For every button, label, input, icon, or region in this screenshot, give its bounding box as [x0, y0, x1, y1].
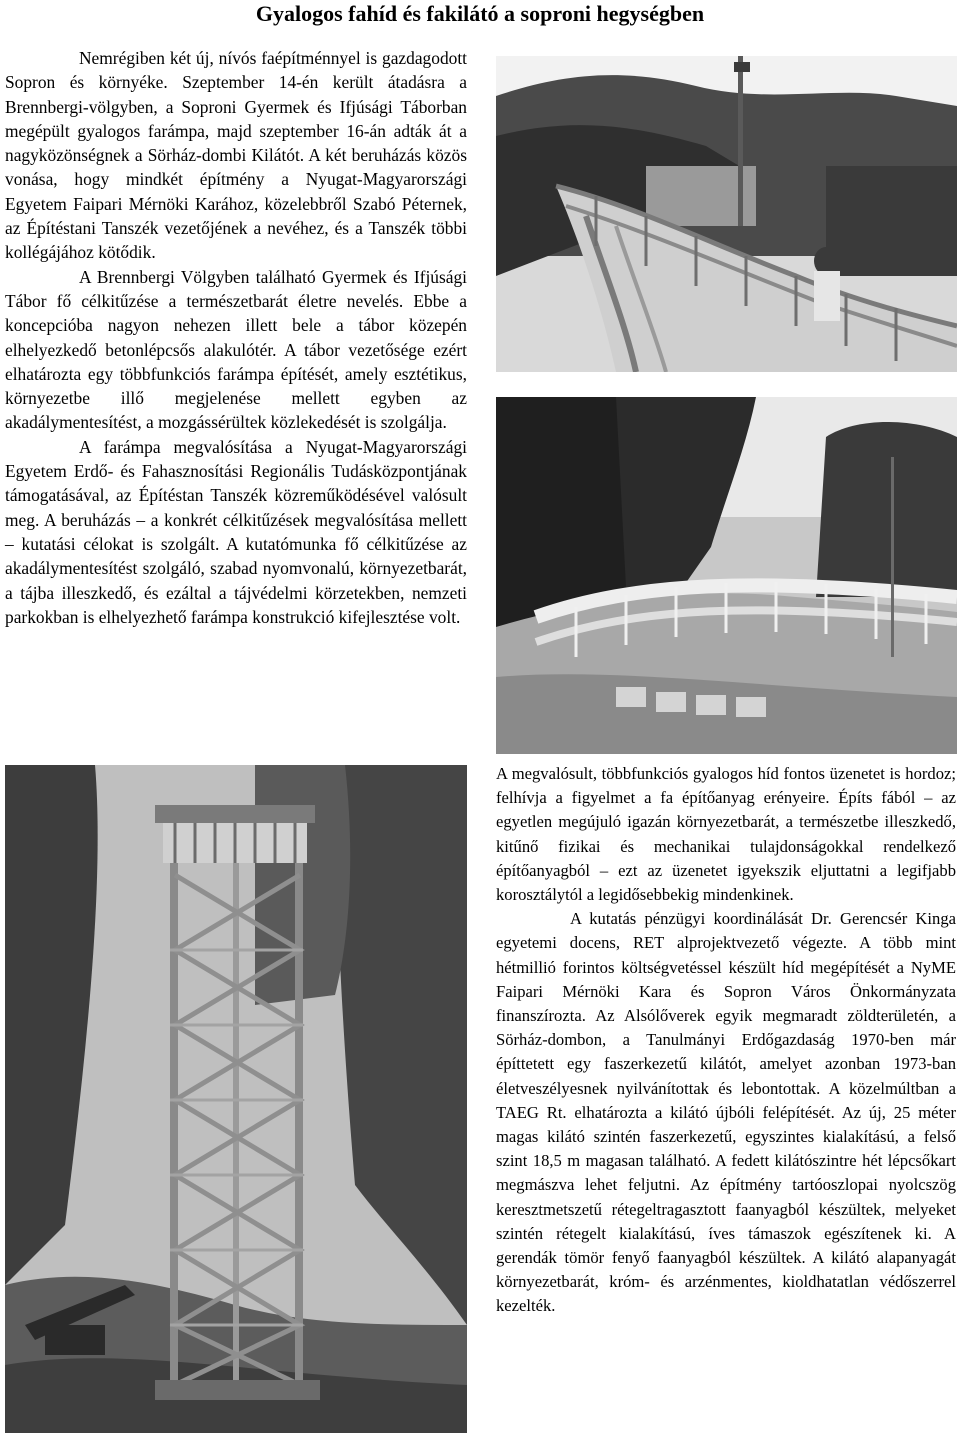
- paragraph-message: A megvalósult, többfunkciós gyalogos híd fontos üzenetet is hordoz; felhívja a figyelmet a fa építőanyag erényeire. Építs fából – az egyetlen megújuló igazán környezetbarát, a természetbe illeszkedő, kitűnő fizikai és mechanikai tulajdonságokkal rendelkező építőanyagból – ezt az üzenetet igyekszik eljuttatni a legifjabb korosztálytól a legidősebbekig mindenkinek.: [496, 764, 956, 905]
- photo-wooden-ramp: [496, 56, 957, 372]
- paragraph-camp: A Brennbergi Völgyben található Gyermek és Ifjúsági Tábor fő célkitűzése a természetbarát életre nevelés. Ebbe a koncepcióba nagyon nehezen illett bele a tábor közepén elhelyezkedő betonlépcsős alakulótér. A tábor vezetősége ezért elhatározta egy többfunkciós farámpa építését, amely esztétikus, környezetbe illő megjelenése mellett egyben az akadálymentesítést, a mozgássérültek közlekedését is szolgálja.: [5, 266, 467, 433]
- paragraph-intro: Nemrégiben két új, nívós faépítménnyel is gazdagodott Sopron és környéke. Szeptember 14-én került átadásra a Brennbergi-völgyben, a Soproni Gyermek és Ifjúsági Táborban megépült gyalogos farámpa, majd szeptember 16-án adták át a nagyközönségnek a Sörház-dombi Kilátót. A két beruházás közös vonása, hogy mindkét építmény a Nyugat-Magyarországi Egyetem Faipari Mérnöki Karához, közelebbről Szabó Péternek, az Építéstani Tanszék vezetőjének a nevéhez, és a Tanszék többi kollégájához kötődik.: [5, 48, 467, 263]
- right-column: [496, 762, 956, 1319]
- left-column: [5, 46, 467, 629]
- paragraph-financing-tower: A kutatás pénzügyi koordinálását Dr. Gerencsér Kinga egyetemi docens, RET alprojektvezető végezte. A több mint hétmillió forintos költségvetéssel készült híd megépítését a NyME Faipari Mérnöki Kara és Sopron Város Önkormányzata finanszírozta. Az Alsólőverek egyik megmaradt zöldterületén, a Sörház-dombon, a Tanulmányi Erdőgazdaság 1970-ben már építtetett egy faszerkezetű kilátót, amelyet azonban 1973-ban életveszélyesnek nyilvánítottak és lebontottak. A közelmúltban a TAEG Rt. elhatározta a kilátó újbóli felépítését. Az új, 25 méter magas kilátó szintén faszerkezetű, egyszintes kialakítású, a felső szint 18,5 m magasan található. A fedett kilátószintre hét lépcsőkart megmászva lehet feljutni. Az építmény tartóoszlopai nyolcszög keresztmetszetű rétegeltragasztott faanyagból készültek, melyeket szintén rétegelt kialakítású, íves támaszok egészítenek ki. A gerendák tömör fenyő faanyagból készültek. A kilátó alapanyagát környezetbarát, króm- és arzénmentes, kioldhatatlan védőszerrel kezelték.: [496, 909, 956, 1316]
- paragraph-ramp: A farámpa megvalósítása a Nyugat-Magyarországi Egyetem Erdő- és Fahasznosítási Regionális Tudásközpontjának támogatásával, az Építéstan Tanszék közreműködésével valósult meg. A beruházás – a konkrét célkitűzések megvalósítása mellett – kutatási célokat is szolgált. A kutatómunka fő célkitűzése az akadálymentesítést szolgáló, szabad nyomvonalú, környezetbarát, a tájba illeszkedő, és ezáltal a tájvédelmi körzetekben, nemzeti parkokban is elhelyezhető farámpa konstrukció kifejlesztése volt.: [5, 436, 467, 627]
- article-title: Gyalogos fahíd és fakilátó a soproni hegységben: [255, 1, 705, 26]
- photo-lookout-tower: [5, 765, 467, 1433]
- photo-ramp-with-pines: [496, 397, 957, 754]
